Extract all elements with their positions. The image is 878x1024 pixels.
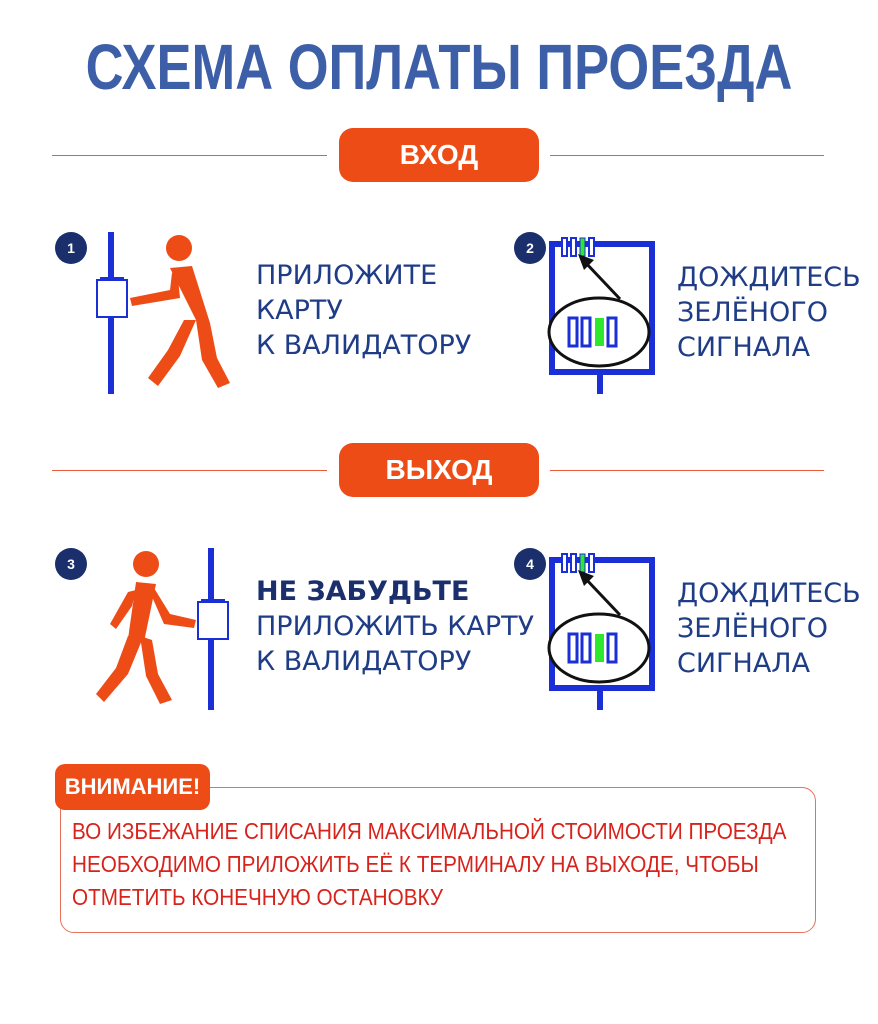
step-2-text <box>677 260 861 365</box>
person-tapping-validator-icon <box>92 544 242 714</box>
step-4-line-3: СИГНАЛА <box>677 648 811 679</box>
step-1-text <box>256 258 471 363</box>
validator-green-signal-icon <box>540 226 665 398</box>
step-4-badge: 4 <box>514 548 546 580</box>
step-2-line-3: СИГНАЛА <box>677 332 811 363</box>
validator-green-signal-icon <box>540 542 665 714</box>
entry-section-label: ВХОД <box>339 128 539 182</box>
step-3-line-3: К ВАЛИДАТОРУ <box>256 646 472 677</box>
step-1-badge: 1 <box>55 232 87 264</box>
entry-divider-left <box>52 155 327 156</box>
exit-divider-right <box>550 470 824 471</box>
notice-line-3: ОТМЕТИТЬ КОНЕЧНУЮ ОСТАНОВКУ <box>72 884 443 910</box>
exit-section-label: ВЫХОД <box>339 443 539 497</box>
step-1-line-2: КАРТУ <box>256 295 343 326</box>
entry-divider-right <box>550 155 824 156</box>
notice-line-1: ВО ИЗБЕЖАНИЕ СПИСАНИЯ МАКСИМАЛЬНОЙ СТОИМОСТИ ПРОЕЗДА <box>72 818 787 844</box>
step-3-line-2: ПРИЛОЖИТЬ КАРТУ <box>256 611 535 642</box>
step-3-text <box>256 574 534 679</box>
step-3-badge: 3 <box>55 548 87 580</box>
step-1-line-1: ПРИЛОЖИТЕ <box>256 260 438 291</box>
step-2-badge: 2 <box>514 232 546 264</box>
step-3-bold-line: НЕ ЗАБУДЬТЕ <box>256 576 470 607</box>
step-2-line-2: ЗЕЛЁНОГО <box>677 297 829 328</box>
step-4-text <box>677 576 861 681</box>
notice-line-2: НЕОБХОДИМО ПРИЛОЖИТЬ ЕЁ К ТЕРМИНАЛУ НА ВЫХОДЕ, ЧТОБЫ <box>72 851 759 877</box>
step-4-line-1: ДОЖДИТЕСЬ <box>677 578 861 609</box>
step-4-line-2: ЗЕЛЁНОГО <box>677 613 829 644</box>
step-2-line-1: ДОЖДИТЕСЬ <box>677 262 861 293</box>
page-title: СХЕМА ОПЛАТЫ ПРОЕЗДА <box>85 31 793 103</box>
notice-text <box>72 815 786 914</box>
person-tapping-validator-icon <box>92 228 242 398</box>
exit-divider-left <box>52 470 327 471</box>
step-1-line-3: К ВАЛИДАТОРУ <box>256 330 472 361</box>
notice-label: ВНИМАНИЕ! <box>55 764 210 810</box>
